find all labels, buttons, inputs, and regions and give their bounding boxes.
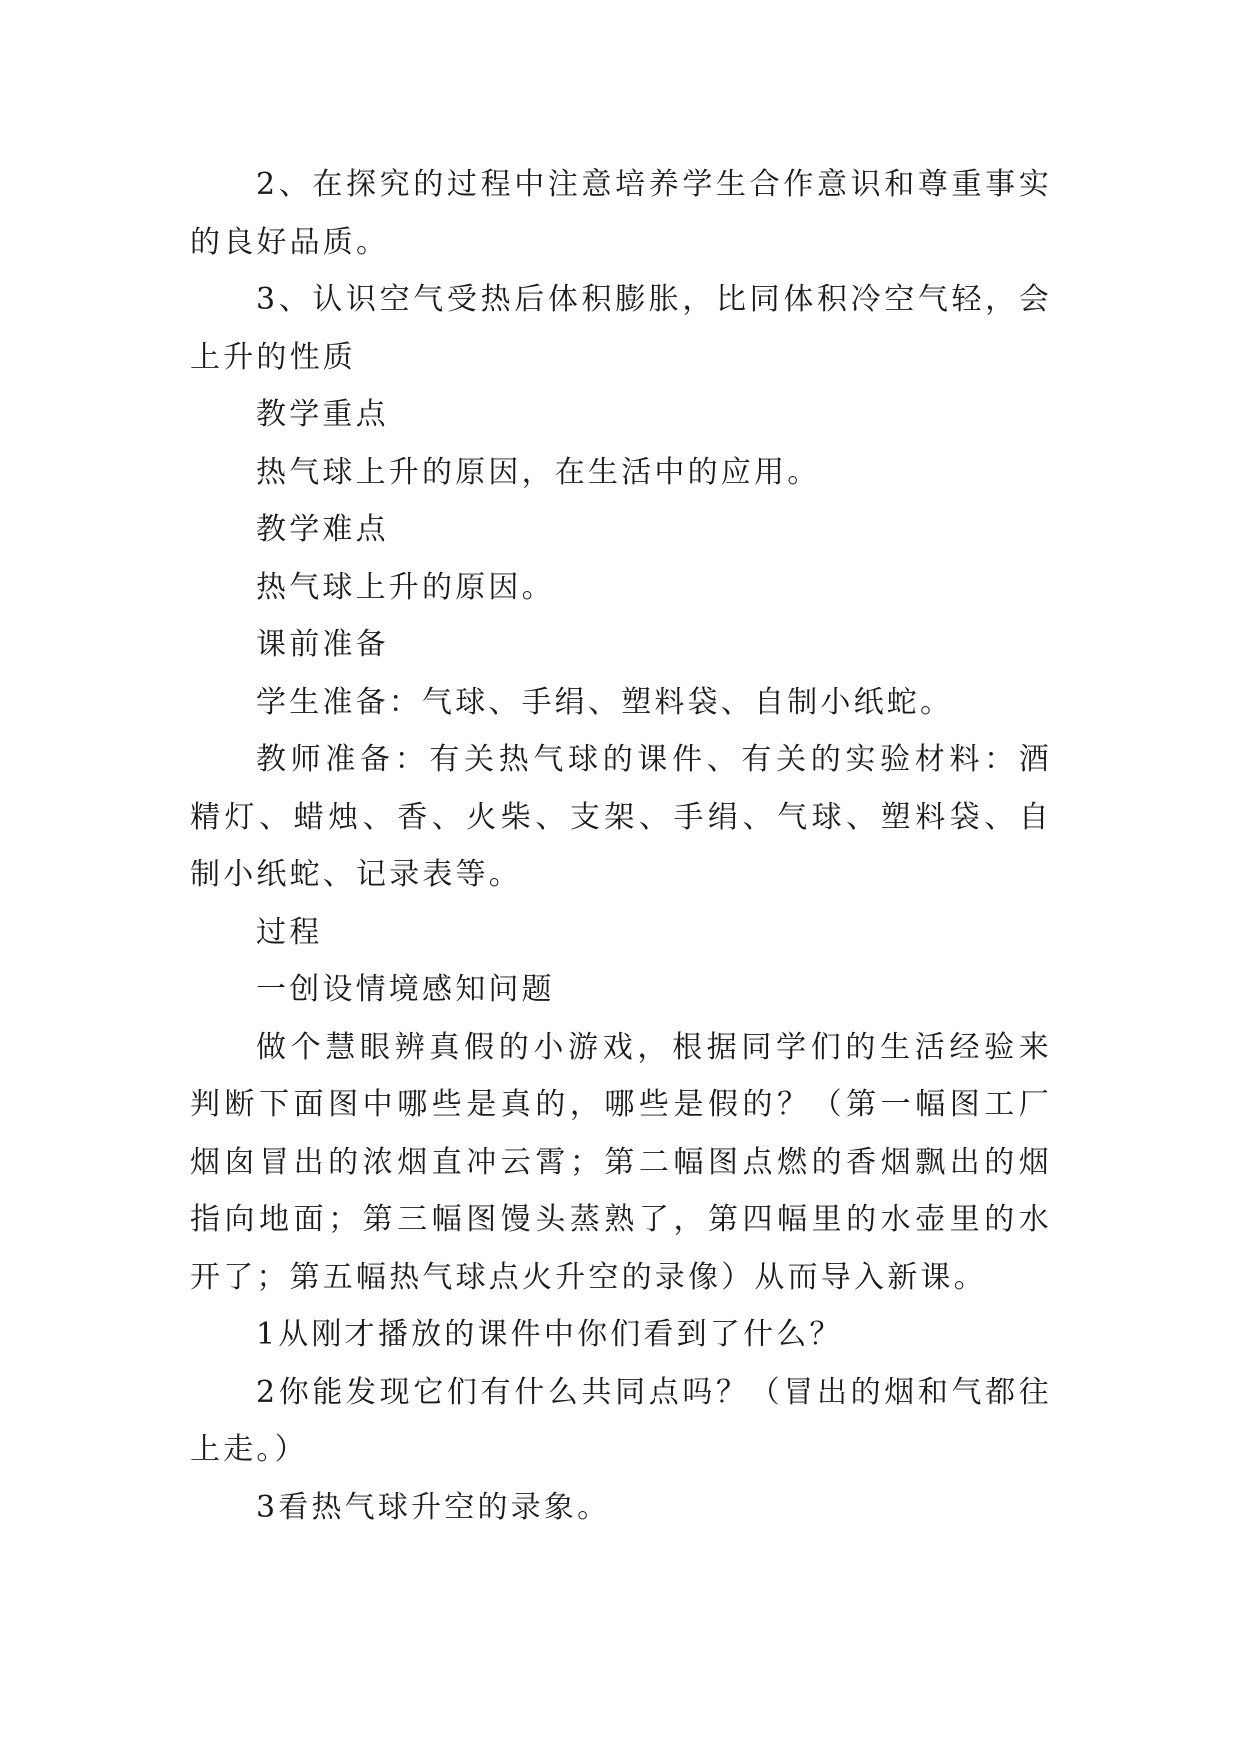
difficulties-heading: 教学难点: [256, 512, 389, 547]
question-3-paragraph: 3看热气球升空的录象。: [256, 1489, 611, 1525]
question-2-paragraph: 2你能发现它们有什么共同点吗？（冒出的烟和气都往上走。）: [190, 1374, 1052, 1467]
section-one-heading: 一创设情境感知问题: [256, 972, 555, 1007]
preparation-heading: 课前准备: [256, 627, 389, 662]
game-paragraph: 做个慧眼辨真假的小游戏，根据同学们的生活经验来判断下面图中哪些是真的，哪些是假的？（第一幅图工厂烟囱冒出的浓烟直冲云霄；第二幅图点燃的香烟飘出的烟指向地面；第三幅图馒头蒸熟了，第四幅里的水壶里的水开了；第五幅热气球点火升空的录像）从而导入新课。: [190, 1029, 1052, 1295]
difficulties-paragraph: 热气球上升的原因。: [256, 569, 555, 605]
key-points-heading: 教学重点: [256, 397, 389, 432]
objective-3-paragraph: 3、认识空气受热后体积膨胀，比同体积冷空气轻，会上升的性质: [190, 282, 1052, 375]
student-preparation-paragraph: 学生准备：气球、手绢、塑料袋、自制小纸蛇。: [256, 684, 954, 720]
teacher-preparation-paragraph: 教师准备：有关热气球的课件、有关的实验材料：酒精灯、蜡烛、香、火柴、支架、手绢、气球、塑料袋、自制小纸蛇、记录表等。: [190, 742, 1052, 892]
document-body: [190, 156, 1052, 1536]
objective-2-paragraph: 2、在探究的过程中注意培养学生合作意识和尊重事实的良好品质。: [190, 167, 1052, 260]
process-heading: 过程: [256, 914, 323, 950]
question-1-paragraph: 1从刚才播放的课件中你们看到了什么？: [256, 1317, 843, 1352]
key-points-paragraph: 热气球上升的原因，在生活中的应用。: [256, 454, 821, 490]
